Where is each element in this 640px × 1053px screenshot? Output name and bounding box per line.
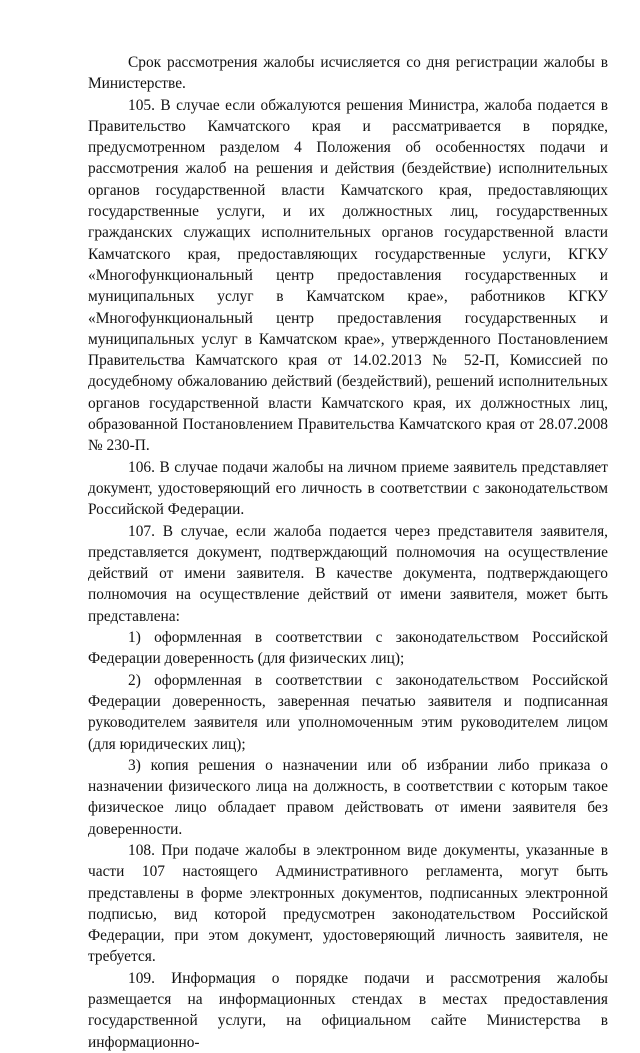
paragraph-105: 105. В случае если обжалуются решения Министра, жалоба подается в Правительство Камчатского края и рассматривается в порядке, предусмотренном разделом 4 Положения об особенностях подачи и рассмотрения жалоб на решения и действия (бездействие) исполнительных органов государственной власти Камчатского края, предоставляющих государственные услуги, и их должностных лиц, государственных гражданских служащих исполнительных органов государственной власти Камчатского края, предоставляющих государственные услуги, КГКУ «Многофункциональный центр предоставления государственных и муниципальных услуг в Камчатском крае», работников КГКУ «Многофункциональный центр предоставления государственных и муниципальных услуг в Камчатском крае», утвержденного Постановлением Правительства Камчатского края от 14.02.2013 № 52-П, Комиссией по досудебному обжалованию действий (бездействий), решений исполнительных органов государственной власти Камчатского края, их должностных лиц, образованной Постановлением Правительства Камчатского края от 28.07.2008 № 230-П. <box>88 96 608 455</box>
list-item-1: 1) оформленная в соответствии с законодательством Российской Федерации доверенность (для физических лиц); <box>88 629 608 668</box>
paragraph-106: 106. В случае подачи жалобы на личном приеме заявитель представляет документ, удостоверяющий его личность в соответствии с законодательством Российской Федерации. <box>88 458 608 519</box>
document-page <box>88 52 608 1053</box>
paragraph-107: 107. В случае, если жалоба подается через представителя заявителя, представляется документ, подтверждающий полномочия на осуществление действий от имени заявителя. В качестве документа, подтверждающего полномочия на осуществление действий от имени заявителя, может быть представлена: <box>88 522 608 625</box>
list-item-3: 3) копия решения о назначении или об избрании либо приказа о назначении физического лица на должность, в соответствии с которым такое физическое лицо обладает правом действовать от имени заявителя без доверенности. <box>88 756 608 838</box>
paragraph-108: 108. При подаче жалобы в электронном виде документы, указанные в части 107 настоящего Административного регламента, могут быть представлены в форме электронных документов, подписанных электронной подписью, вид которой предусмотрен законодательством Российской Федерации, при этом документ, удостоверяющий личность заявителя, не требуется. <box>88 841 608 966</box>
list-item-2: 2) оформленная в соответствии с законодательством Российской Федерации доверенность, заверенная печатью заявителя и подписанная руководителем заявителя или уполномоченным этим руководителем лицом (для юридических лиц); <box>88 671 608 753</box>
paragraph-109: 109. Информация о порядке подачи и рассмотрения жалобы размещается на информационных стендах в местах предоставления государственной услуги, на официальном сайте Министерства в информационно- <box>88 969 608 1051</box>
paragraph-review-period: Срок рассмотрения жалобы исчисляется со дня регистрации жалобы в Министерстве. <box>88 54 608 93</box>
